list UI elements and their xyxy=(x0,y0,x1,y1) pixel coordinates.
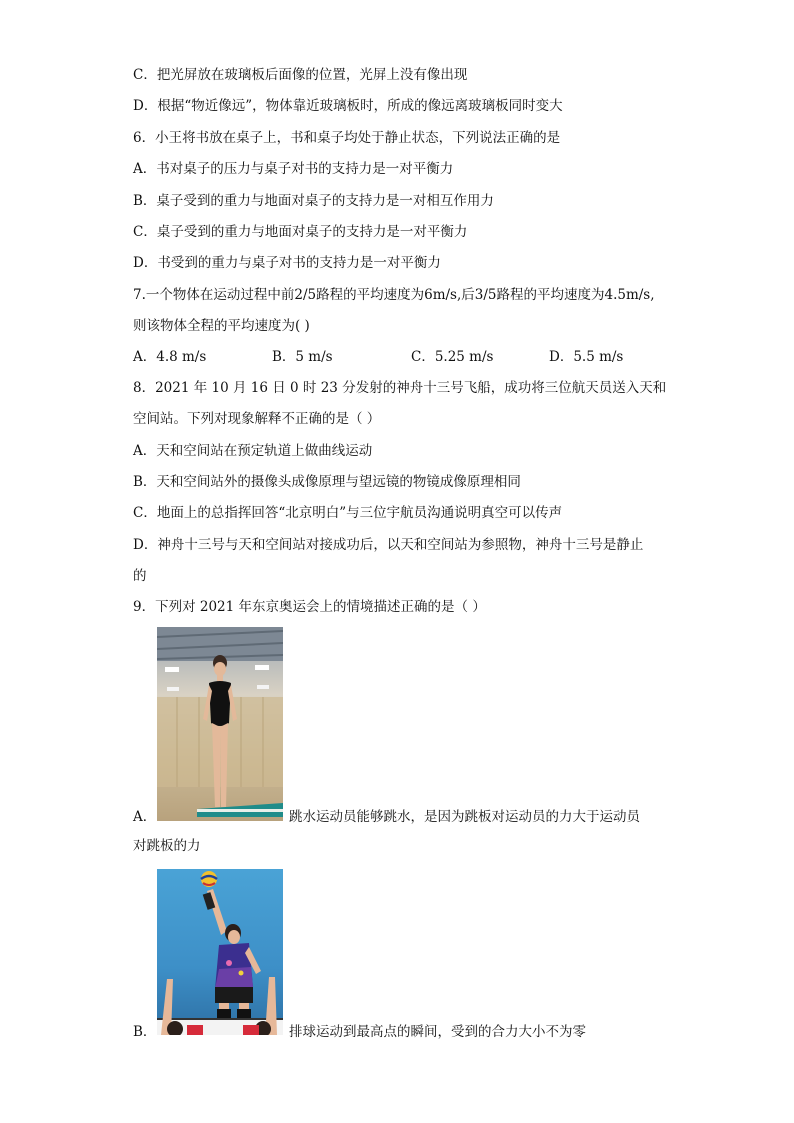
q7-option-a: A．4.8 m/s xyxy=(133,349,207,365)
q6-option-d: D．书受到的重力与桌子对书的支持力是一对平衡力 xyxy=(133,255,441,271)
q7-option-b: B．5 m/s xyxy=(272,349,333,365)
q6-option-a: A．书对桌子的压力与桌子对书的支持力是一对平衡力 xyxy=(133,161,454,177)
diver-photo xyxy=(157,627,283,821)
q7-option-c: C．5.25 m/s xyxy=(411,349,494,365)
q9-option-b-text: 排球运动到最高点的瞬间，受到的合力大小不为零 xyxy=(289,1024,586,1040)
q8-stem-line1: 8．2021 年 10 月 16 日 0 时 23 分发射的神舟十三号飞船，成功将三位航天员送入天和 xyxy=(133,380,667,396)
q8-option-c: C．地面上的总指挥回答“北京明白”与三位宇航员沟通说明真空可以传声 xyxy=(133,505,563,521)
q6-option-b: B．桌子受到的重力与地面对桌子的支持力是一对相互作用力 xyxy=(133,193,494,209)
q9-option-a-text-line2: 对跳板的力 xyxy=(133,838,201,854)
q7-option-d: D．5.5 m/s xyxy=(549,349,624,365)
q9-option-b-label: B． xyxy=(133,1024,157,1040)
q8-option-b: B．天和空间站外的摄像头成像原理与望远镜的物镜成像原理相同 xyxy=(133,474,521,490)
q5-option-d: D．根据“物近像远”，物体靠近玻璃板时，所成的像远离玻璃板同时变大 xyxy=(133,98,563,114)
q9-option-a-text-line1: 跳水运动员能够跳水，是因为跳板对运动员的力大于运动员 xyxy=(289,809,640,825)
q9-option-a-label: A． xyxy=(133,809,157,825)
volleyball-photo xyxy=(157,869,283,1035)
q8-option-d-line1: D．神舟十三号与天和空间站对接成功后，以天和空间站为参照物，神舟十三号是静止 xyxy=(133,537,644,553)
q7-stem-line2: 则该物体全程的平均速度为( ) xyxy=(133,318,310,334)
q9-stem: 9．下列对 2021 年东京奥运会上的情境描述正确的是（ ） xyxy=(133,599,486,615)
q8-option-d-line2: 的 xyxy=(133,568,147,584)
q6-option-c: C．桌子受到的重力与地面对桌子的支持力是一对平衡力 xyxy=(133,224,468,240)
q8-option-a: A．天和空间站在预定轨道上做曲线运动 xyxy=(133,443,373,459)
q8-stem-line2: 空间站。下列对现象解释不正确的是（ ） xyxy=(133,411,381,427)
q6-stem: 6．小王将书放在桌子上，书和桌子均处于静止状态，下列说法正确的是 xyxy=(133,130,561,146)
q7-stem-line1: 7.一个物体在运动过程中前2/5路程的平均速度为6m/s,后3/5路程的平均速度为4.5m/s, xyxy=(133,287,655,303)
q5-option-c: C．把光屏放在玻璃板后面像的位置，光屏上没有像出现 xyxy=(133,67,468,83)
